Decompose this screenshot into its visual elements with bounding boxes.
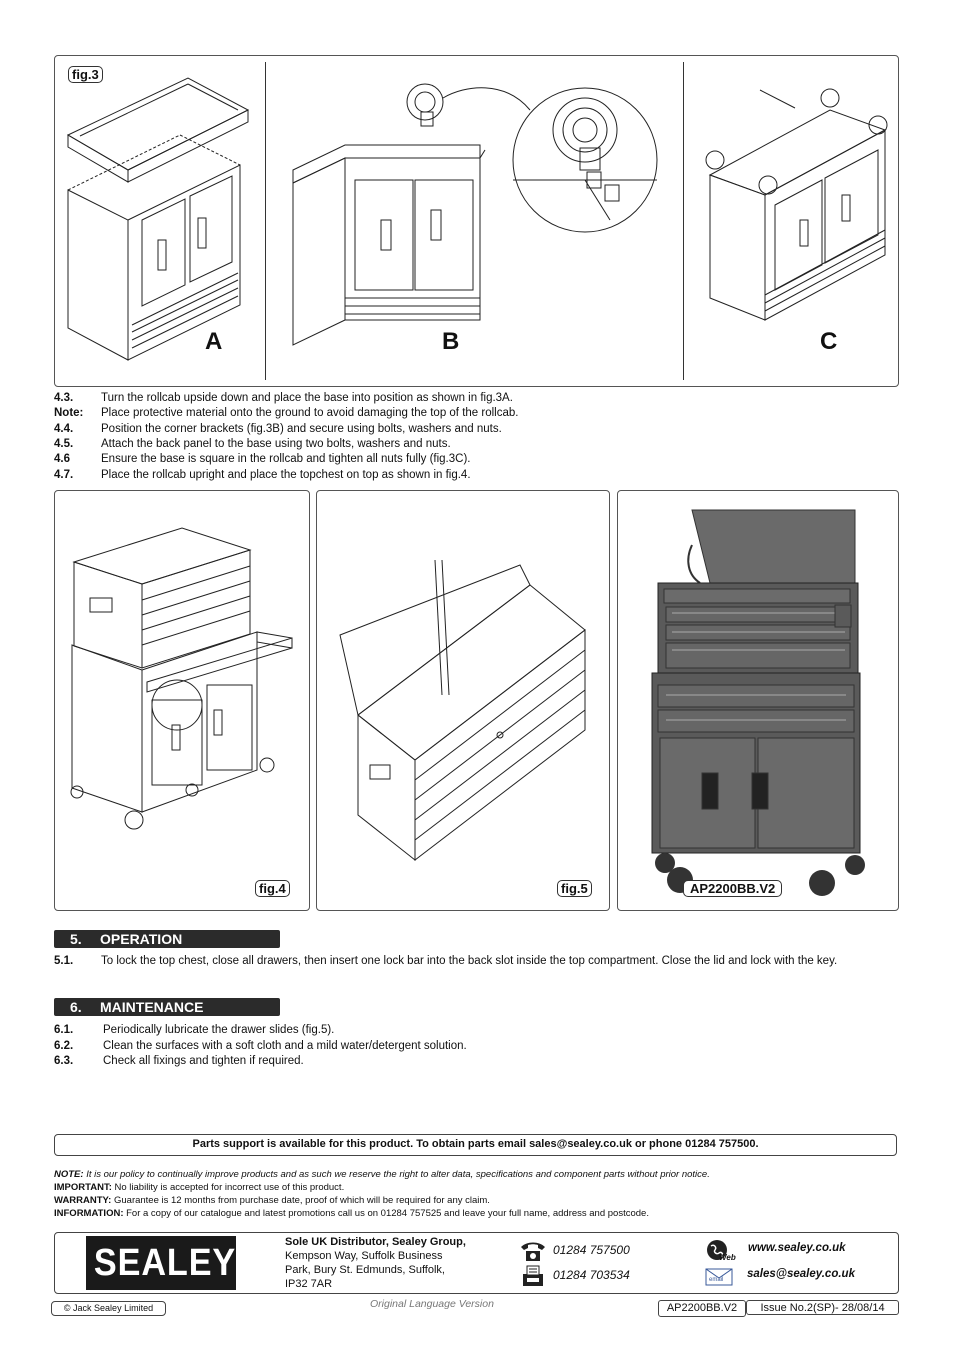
note-warranty: WARRANTY: Guarantee is 12 months from purchase date, proof of which will be required for any claim.	[54, 1195, 490, 1206]
email-icon-label: email	[709, 1277, 724, 1283]
fig4-illustration	[62, 520, 302, 840]
issue-number: Issue No.2(SP)- 28/08/14	[746, 1300, 899, 1315]
distributor-block	[285, 1235, 466, 1291]
fig3a-illustration	[60, 70, 260, 370]
web-icon-label: Web	[719, 1253, 736, 1262]
note-policy: NOTE: It is our policy to continually improve products and as such we reserve the right to alter data, specifications and component parts without prior notice.	[54, 1169, 710, 1180]
fig3-label: fig.3	[68, 66, 103, 83]
phone-icon	[519, 1240, 547, 1262]
copyright: © Jack Sealey Limited	[51, 1301, 166, 1316]
product-photo	[640, 505, 875, 900]
website-link[interactable]: www.sealey.co.uk	[748, 1242, 846, 1254]
fig3-divider-2	[683, 62, 684, 380]
phone-number: 01284 757500	[553, 1243, 630, 1257]
fig3-divider-1	[265, 62, 266, 380]
step-5-1: 5.1. To lock the top chest, close all drawers, then insert one lock bar into the back slot inside the top compartment. Close the lid and lock with the key.	[54, 955, 838, 967]
sealey-logo: SEALEY	[86, 1236, 236, 1290]
parts-support-text: Parts support is available for this product. To obtain parts email sales@sealey.co.uk or phone 01284 757500.	[192, 1138, 759, 1150]
fig3-label-b: B	[442, 328, 460, 355]
language-version: Original Language Version	[370, 1298, 494, 1310]
address-line-2: Park, Bury St. Edmunds, Suffolk,	[285, 1264, 445, 1276]
fig5-label: fig.5	[557, 880, 592, 897]
fig5-illustration	[330, 555, 600, 865]
fig4-label: fig.4	[255, 880, 290, 897]
distributor-title: Sole UK Distributor, Sealey Group,	[285, 1236, 466, 1248]
fig3-label-c: C	[820, 328, 838, 355]
email-link[interactable]: sales@sealey.co.uk	[747, 1268, 855, 1280]
fax-icon	[519, 1264, 547, 1288]
note-information: INFORMATION: For a copy of our catalogue and latest promotions call us on 01284 757525 and leave your full name, address and postcode.	[54, 1208, 649, 1219]
note-important: IMPORTANT: No liability is accepted for incorrect use of this product.	[54, 1182, 345, 1193]
model-code: AP2200BB.V2	[658, 1300, 746, 1317]
fig3b-illustration	[285, 70, 680, 370]
address-line-3: IP32 7AR	[285, 1278, 333, 1290]
fig3c-illustration	[700, 80, 895, 325]
address-line-1: Kempson Way, Suffolk Business	[285, 1250, 443, 1262]
fax-number: 01284 703534	[553, 1268, 630, 1282]
section-operation-heading: 5. OPERATION	[54, 930, 280, 948]
photo-model-label: AP2200BB.V2	[683, 880, 782, 897]
section-maintenance-heading: 6. MAINTENANCE	[54, 998, 280, 1016]
fig3-label-a: A	[205, 328, 223, 355]
